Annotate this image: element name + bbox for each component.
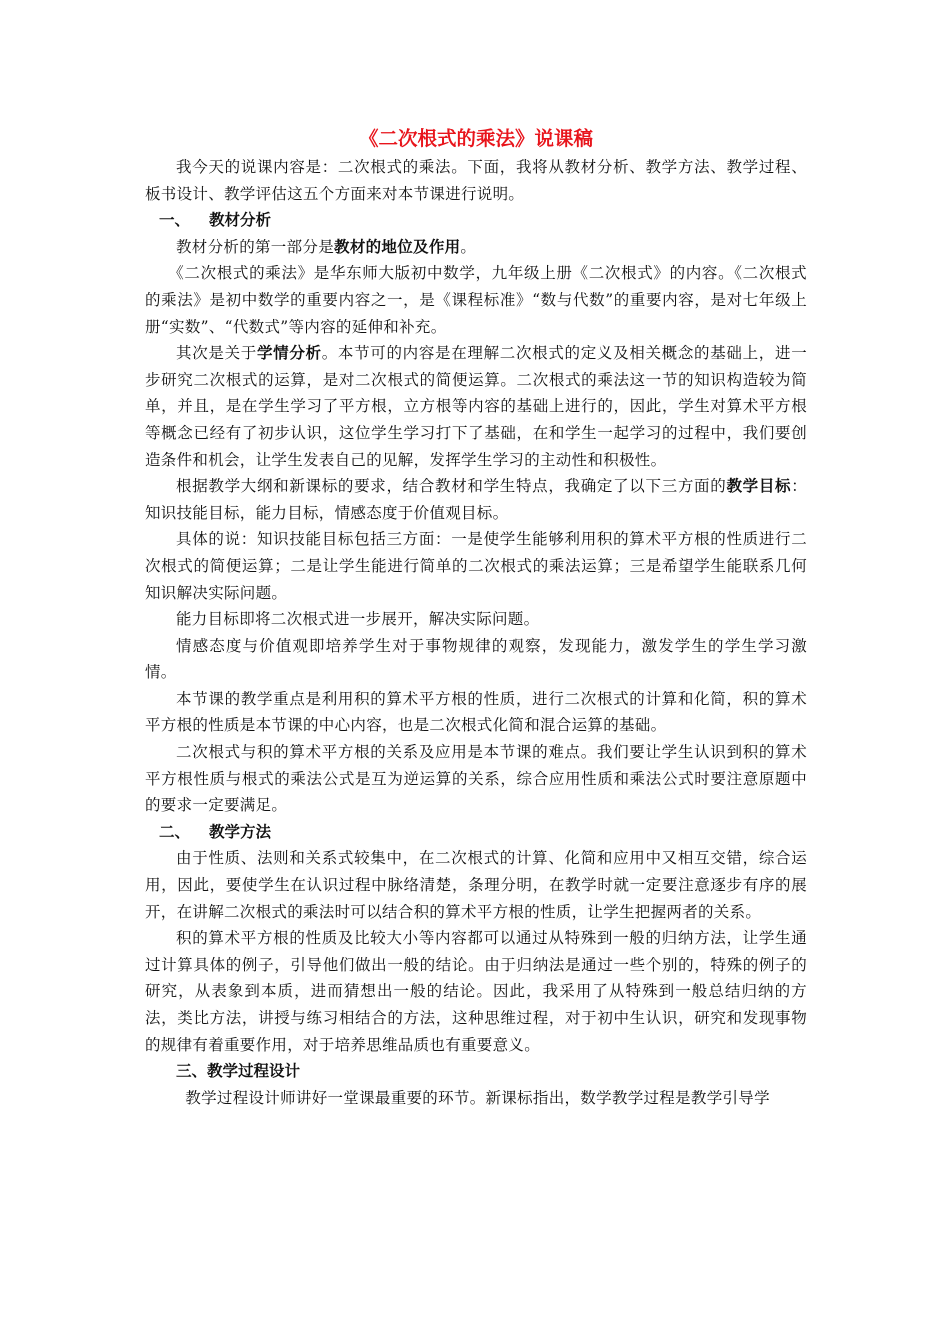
- bold-phrase: 学情分析: [256, 344, 322, 363]
- section-heading-1: [145, 207, 807, 234]
- paragraph: 《二次根式的乘法》是华东师大版初中数学，九年级上册《二次根式》的内容。《二次根式的乘法》是初中数学的重要内容之一，是《课程标准》“数与代数”的重要内容，是对七年级上册“实数”、“代数式”等内容的延伸和补充。: [145, 264, 807, 336]
- paragraph: 能力目标即将二次根式进一步展开，解决实际问题。: [176, 610, 540, 629]
- paragraph: [145, 340, 807, 473]
- section-title: 教学过程设计: [207, 1062, 301, 1081]
- section-number: 三、: [176, 1062, 208, 1081]
- section-number: 一、: [159, 211, 191, 230]
- bold-phrase: 教材的地位及作用: [334, 237, 461, 256]
- text-run: 。: [460, 237, 477, 256]
- paragraph: 本节课的教学重点是利用积的算术平方根的性质，进行二次根式的计算和化简，积的算术平方根的性质是本节课的中心内容，也是二次根式化简和混合运算的基础。: [145, 689, 807, 735]
- text-run: 其次是关于: [176, 344, 257, 363]
- text-run: 教材分析的第一部分是: [176, 237, 335, 256]
- paragraph: [145, 234, 807, 261]
- paragraph: 积的算术平方根的性质及比较大小等内容都可以通过从特殊到一般的归纳方法，让学生通过计算具体的例子，引导他们做出一般的结论。由于归纳法是通过一些个别的，特殊的例子的研究，从表象到本质，进而猜想出一般的结论。因此，我采用了从特殊到一般总结归纳的方法，类比方法，讲授与练习相结合的方法，这种思维过程，对于初中生认识，研究和发现事物的规律有着重要作用，对于培养思维品质也有重要意义。: [145, 929, 807, 1054]
- paragraph: 由于性质、法则和关系式较集中，在二次根式的计算、化简和应用中又相互交错，综合运用，因此，要使学生在认识过程中脉络清楚，条理分明，在教学时就一定要注意逐步有序的展开，在讲解二次根式的乘法时可以结合积的算术平方根的性质，让学生把握两者的关系。: [145, 849, 807, 921]
- paragraph: 具体的说：知识技能目标包括三方面：一是使学生能够利用积的算术平方根的性质进行二次根式的简便运算；二是让学生能进行简单的二次根式的乘法运算；三是希望学生能联系几何知识解决实际问题。: [145, 530, 807, 602]
- paragraph: 二次根式与积的算术平方根的关系及应用是本节课的难点。我们要让学生认识到积的算术平方根性质与根式的乘法公式是互为逆运算的关系，综合应用性质和乘法公式时要注意原题中的要求一定要满足。: [145, 743, 807, 815]
- paragraph: 情感态度与价值观即培养学生对于事物规律的观察，发现能力，激发学生的学生学习激情。: [145, 636, 807, 682]
- section-title: 教学方法: [209, 822, 272, 841]
- bold-phrase: 教学目标: [726, 477, 792, 496]
- document-body: [145, 126, 807, 1111]
- text-run: 。本节可的内容是在理解二次根式的定义及相关概念的基础上，进一步研究二次根式的运算，是对二次根式的简便运算。二次根式的乘法这一节的知识构造较为简单，并且，是在学生学习了平方根，立方根等内容的基础上进行的，因此，学生对算术平方根等概念已经有了初步认识，这位学生学习打下了基础，在和学生一起学习的过程中，我们要创造条件和机会，让学生发表自己的见解，发挥学生学习的主动性和积极性。: [145, 344, 807, 469]
- document-title: 《二次根式的乘法》说课稿: [358, 127, 593, 150]
- section-heading-2: [145, 819, 807, 846]
- paragraph: 教学过程设计师讲好一堂课最重要的环节。新课标指出，数学教学过程是教学引导学: [185, 1088, 770, 1107]
- text-run: ：知识技能目标，能力目标，情感态度于价值观目标。: [145, 477, 808, 522]
- section-title: 教材分析: [209, 211, 272, 230]
- text-run: 根据教学大纲和新课标的要求，结合教材和学生特点，我确定了以下三方面的: [176, 477, 727, 496]
- paragraph: [145, 473, 807, 526]
- section-heading-3: [145, 1058, 807, 1085]
- section-number: 二、: [159, 822, 191, 841]
- intro-paragraph: 我今天的说课内容是：二次根式的乘法。下面，我将从教材分析、教学方法、教学过程、板书设计、教学评估这五个方面来对本节课进行说明。: [145, 158, 807, 203]
